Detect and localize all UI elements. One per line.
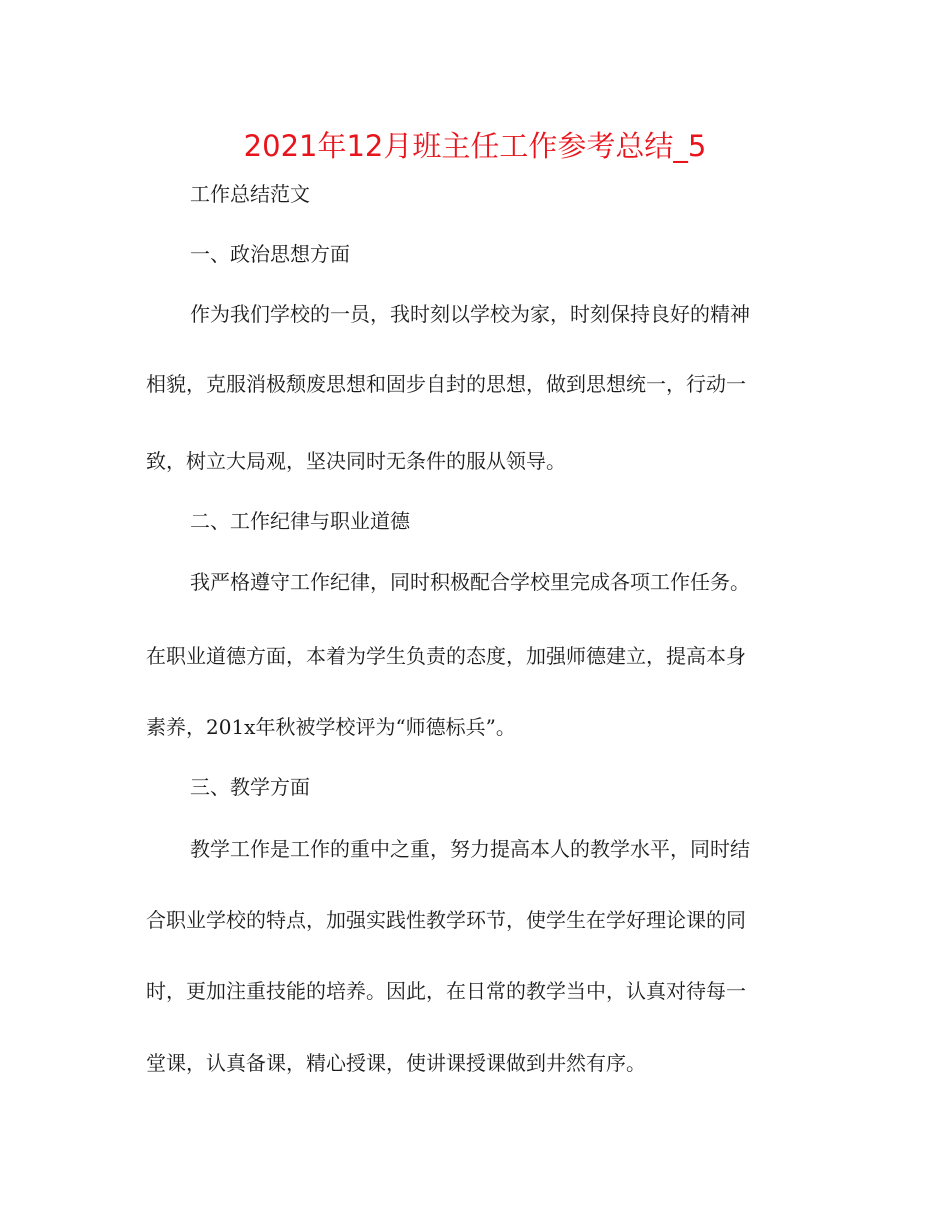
paragraph-line: 相貌，克服消极颓废思想和固步自封的思想，做到思想统一，行动一 [146,372,746,396]
paragraph-line: 堂课，认真备课，精心授课，使讲课授课做到井然有序。 [146,1051,646,1075]
section-heading-discipline: 二、工作纪律与职业道德 [190,509,410,533]
paragraph-line: 致，树立大局观，坚决同时无条件的服从领导。 [146,449,566,473]
section-heading-teaching: 三、教学方面 [190,775,310,799]
document-title: 2021年12月班主任工作参考总结_5 [243,129,707,163]
paragraph-line: 教学工作是工作的重中之重，努力提高本人的教学水平，同时结 [190,837,750,861]
paragraph-line: 在职业道德方面，本着为学生负责的态度，加强师德建立，提高本身 [146,644,746,668]
paragraph-line: 作为我们学校的一员，我时刻以学校为家，时刻保持良好的精神 [190,302,750,326]
paragraph-line: 时，更加注重技能的培养。因此，在日常的教学当中，认真对待每一 [146,979,746,1003]
paragraph-line: 我严格遵守工作纪律，同时积极配合学校里完成各项工作任务。 [190,570,750,594]
section-heading-politics: 一、政治思想方面 [190,242,350,266]
paragraph-line: 合职业学校的特点，加强实践性教学环节，使学生在学好理论课的同 [146,908,746,932]
subtitle: 工作总结范文 [190,182,310,206]
paragraph-line: 素养，201x年秋被学校评为“师德标兵”。 [146,715,516,739]
